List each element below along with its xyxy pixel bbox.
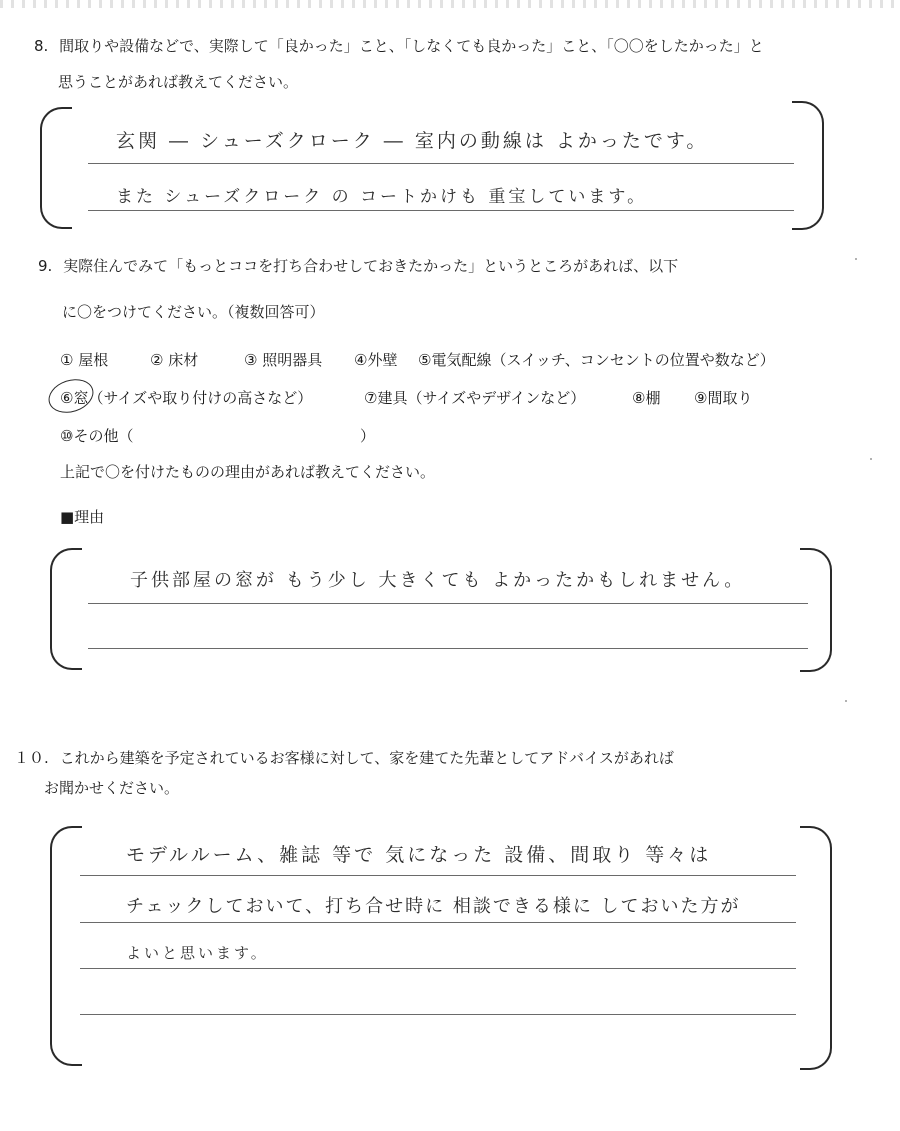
q8-prompt-line2: 思うことがあれば教えてください。 bbox=[58, 73, 299, 91]
q9-option-other-close: ） bbox=[360, 427, 376, 445]
q9-option-window: ⑥窓（サイズや取り付けの高さなど） bbox=[60, 389, 313, 407]
q8-number: 8. bbox=[34, 37, 49, 55]
q9-option-flooring: ② 床材 bbox=[150, 351, 199, 369]
scan-speck bbox=[845, 700, 847, 702]
q10-handwritten-answer-line3: よいと思います。 bbox=[126, 944, 269, 962]
q10-answer-bracket-right bbox=[800, 826, 832, 1070]
q9-number: 9. bbox=[38, 257, 53, 275]
q10-handwritten-answer-line2: チェックしておいて、打ち合せ時に 相談できる様に しておいた方が bbox=[126, 896, 741, 917]
q10-prompt-line2: お聞かせください。 bbox=[44, 779, 180, 797]
q8-answer-bracket-right bbox=[792, 101, 824, 230]
q8-handwritten-answer-line2: また シューズクローク の コートかけも 重宝しています。 bbox=[116, 187, 648, 207]
q10-answer-rule-1 bbox=[80, 875, 796, 876]
q10-answer-rule-3 bbox=[80, 968, 796, 969]
q9-option-exterior-wall: ④外壁 bbox=[354, 351, 398, 369]
q9-answer-bracket-left bbox=[50, 548, 82, 670]
q10-answer-bracket-left bbox=[50, 826, 82, 1066]
q9-option-lighting: ③ 照明器具 bbox=[244, 351, 323, 369]
q10-prompt-line1 bbox=[14, 748, 674, 768]
q8-answer-rule-2 bbox=[88, 210, 794, 211]
q9-option-other: ⑩その他（ bbox=[60, 427, 134, 445]
q9-text-line1: 実際住んでみて「もっとココを打ち合わせしておきたかった」というところがあれば、以下 bbox=[63, 257, 679, 275]
q10-number: １０. bbox=[14, 749, 49, 767]
q9-reason-prompt: 上記で〇を付けたものの理由があれば教えてください。 bbox=[60, 463, 436, 481]
q9-handwritten-answer-line1: 子供部屋の窓が もう少し 大きくても よかったかもしれません。 bbox=[130, 570, 746, 591]
scan-speck bbox=[870, 458, 872, 460]
q10-answer-rule-4 bbox=[80, 1014, 796, 1015]
q8-answer-bracket-left bbox=[40, 107, 72, 229]
q9-answer-bracket-right bbox=[800, 548, 832, 672]
q8-prompt-line1 bbox=[34, 36, 764, 56]
q9-reason-label: ■理由 bbox=[60, 508, 105, 526]
q9-prompt-line1 bbox=[38, 256, 678, 276]
q8-answer-rule-1 bbox=[88, 163, 794, 164]
q10-text-line1: これから建築を予定されているお客様に対して、家を建てた先輩としてアドバイスがあれば bbox=[59, 749, 674, 767]
q9-option-wiring: ⑤電気配線（スイッチ、コンセントの位置や数など） bbox=[418, 351, 775, 369]
q10-answer-rule-2 bbox=[80, 922, 796, 923]
q9-prompt-line2: に〇をつけてください。（複数回答可） bbox=[62, 303, 325, 321]
q9-answer-rule-2 bbox=[88, 648, 808, 649]
scan-speck bbox=[855, 258, 857, 260]
q10-handwritten-answer-line1: モデルルーム、雑誌 等で 気になった 設備、間取り 等々は bbox=[126, 844, 712, 866]
q9-option-roof: ① 屋根 bbox=[60, 351, 109, 369]
q9-answer-rule-1 bbox=[88, 603, 808, 604]
q9-option-floorplan: ⑨間取り bbox=[694, 389, 753, 407]
q8-text-line1: 間取りや設備などで、実際して「良かった」こと、「しなくても良かった」こと、「〇〇をしたかった」と bbox=[59, 37, 764, 55]
q9-option-shelf: ⑧棚 bbox=[632, 389, 661, 407]
scan-edge-noise bbox=[0, 0, 900, 8]
handwritten-circle-mark bbox=[44, 374, 98, 419]
q9-option-fittings: ⑦建具（サイズやデザインなど） bbox=[364, 389, 586, 407]
q8-handwritten-answer-line1: 玄関 ― シューズクローク ― 室内の動線は よかったです。 bbox=[116, 130, 709, 152]
